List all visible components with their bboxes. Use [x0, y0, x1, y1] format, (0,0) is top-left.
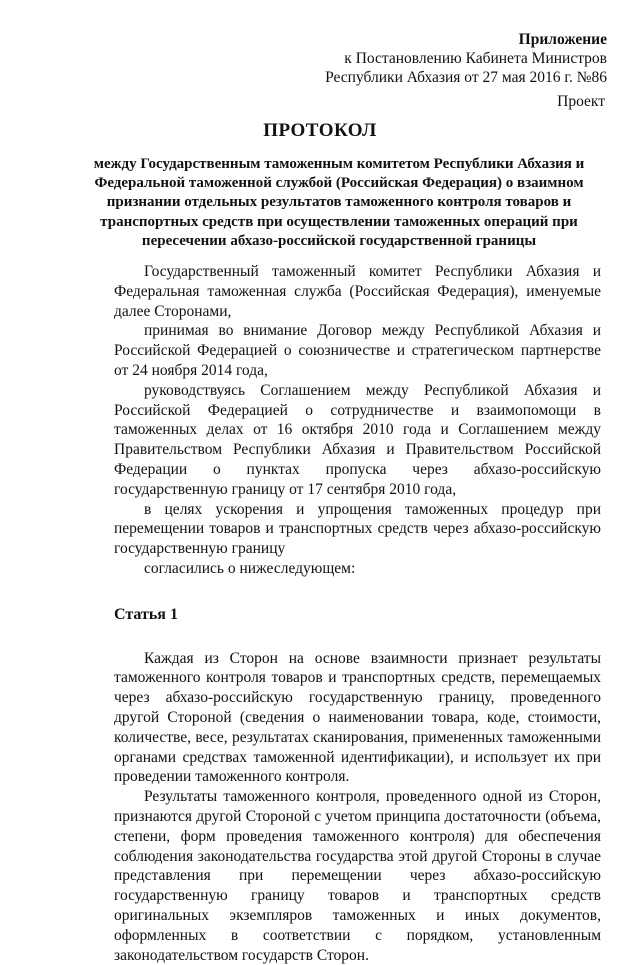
article-1-heading: Статья 1 — [114, 605, 178, 623]
draft-label: Проект — [557, 93, 605, 110]
preamble-paragraph: в целях ускорения и упрощения таможенных процедур при перемещении товаров и транспортных средств через абхазо-российскую государственную границу — [114, 500, 601, 558]
annex-title: Приложение — [518, 31, 607, 48]
preamble-paragraph: согласились о нижеследующем: — [144, 559, 356, 577]
preamble-paragraph: Государственный таможенный комитет Республики Абхазия и Федеральная таможенная служба (Российская Федерация), именуемые далее Сторонами, — [114, 263, 601, 320]
annex-block — [325, 30, 607, 87]
article-1-paragraph: Результаты таможенного контроля, проведенного одной из Сторон, признаются другой Стороной с учетом принципа достаточности (объема, степени, форм проведения таможенного контроля) для обеспечения соблюдения законодательства государства этой другой Стороны в случае представления при перемещении через абхазо-российскую государственную границу товаров и транспортных средств оригинальных экземпляров таможенных и иных документов, оформленных в соответствии с порядком, установленным законодательством государств Сторон. — [114, 788, 601, 964]
annex-line-2: Республики Абхазия от 27 мая 2016 г. №86 — [325, 69, 607, 86]
article-1-paragraph: Каждая из Сторон на основе взаимности признает результаты таможенного контроля товаров и транспортных средств, перемещаемых через абхазо-российскую государственную границу, проведенного другой Стороной (сведения о наименовании товара, коде, стоимости, количестве, весе, результатах сканирования, примененных таможенными органами средствах таможенной идентификации), и использует их при проведении таможенного контроля. — [114, 649, 601, 786]
document-title: ПРОТОКОЛ — [263, 120, 377, 141]
document-subtitle: между Государственным таможенным комитетом Республики Абхазия и Федеральной таможенной службой (Российская Федерация) о взаимном признании отдельных результатов таможенного контроля товаров и транспортных средств при осуществлении таможенных операций при пересечении абхазо-российской государственной границы — [93, 156, 585, 249]
preamble-paragraph: принимая во внимание Договор между Республикой Абхазия и Российской Федерацией о союзничестве и стратегическом партнерстве от 24 ноября 2014 года, — [114, 322, 601, 379]
preamble-paragraph: руководствуясь Соглашением между Республикой Абхазия и Российской Федерацией о сотрудничестве и взаимопомощи в таможенных делах от 16 октября 2010 года и Соглашением между Правительством Республики Абхазия и Правительством Российской Федерации о пунктах пропуска через абхазо-российскую государственную границу от 17 сентября 2010 года, — [114, 381, 601, 498]
document-body — [114, 262, 601, 965]
annex-line-1: к Постановлению Кабинета Министров — [344, 50, 607, 67]
